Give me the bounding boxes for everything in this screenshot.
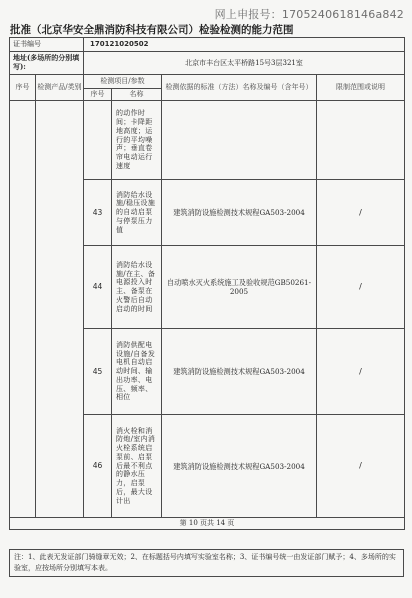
table-row (10, 101, 405, 180)
category-cell (36, 101, 84, 518)
address-value: 北京市丰台区太平桥路15号3层321室 (84, 52, 405, 75)
header-param-name: 名称 (112, 89, 162, 101)
pagination-row (10, 518, 405, 530)
standard-cell: 建筑消防设施检测技术规程GA503-2004 (162, 415, 317, 518)
param-no-cell: 46 (84, 415, 112, 518)
seq-cell (10, 101, 36, 518)
param-name-cell: 消防给水设施/在主、备电源投入时主、备泵在火警后自动启动的时间 (112, 246, 162, 329)
cert-label: 证书编号 (10, 38, 84, 52)
limit-cell (317, 101, 405, 180)
standard-cell: 建筑消防设施检测技术规程GA503-2004 (162, 329, 317, 415)
param-no-cell: 44 (84, 246, 112, 329)
standard-cell: 自动喷水灭火系统施工及验收规范GB50261-2005 (162, 246, 317, 329)
header-params: 检测项目/参数 (84, 75, 162, 89)
online-application-number: 网上申报号：1705240618146a842 (214, 8, 404, 21)
header-seq: 序号 (10, 75, 36, 101)
address-row (10, 52, 405, 75)
limit-cell: / (317, 329, 405, 415)
header-limits: 限制范围或说明 (317, 75, 405, 101)
header-standard: 检测依据的标准（方法）名称及编号（含年号） (162, 75, 317, 101)
page-title: 批准（北京华安全鼎消防科技有限公司）检验检测的能力范围 (10, 24, 294, 36)
limit-cell: / (317, 246, 405, 329)
param-name-cell: 消防供配电设施/自备发电机自动启动时间、输出功率、电压、频率、相位 (112, 329, 162, 415)
param-name-cell: 的动作时间；卡降距地高度；运行的平均噪声；垂直卷帘电动运行速度 (112, 101, 162, 180)
cert-number: 170121020502 (84, 38, 405, 52)
param-no-cell: 45 (84, 329, 112, 415)
param-no-cell: 43 (84, 180, 112, 246)
header-category: 检测产品/类别 (36, 75, 84, 101)
limit-cell: / (317, 180, 405, 246)
capability-table (9, 37, 405, 530)
param-name-cell: 消火栓和消防炮/室内消火栓系统启泵前、启泵后最不利点的静水压力，启泵后，最大设计出 (112, 415, 162, 518)
param-name-cell: 消防给水设施/稳压设施的自动启泵与停泵压力值 (112, 180, 162, 246)
standard-cell: 建筑消防设施检测技术规程GA503-2004 (162, 180, 317, 246)
cert-row (10, 38, 405, 52)
address-label: 地址(多场所的分别填写): (10, 52, 84, 75)
limit-cell: / (317, 415, 405, 518)
header-row-1 (10, 75, 405, 89)
param-no-cell (84, 101, 112, 180)
standard-cell (162, 101, 317, 180)
header-param-no: 序号 (84, 89, 112, 101)
page-number: 第 10 页共 14 页 (10, 518, 405, 530)
footnotes: 注：1、此表无发证部门骑缝章无效；2、在标题括号内填写实验室名称；3、证书编号统一由发证部门赋予；4、多场所的实验室，应按场所分别填写本表。 (9, 549, 404, 577)
